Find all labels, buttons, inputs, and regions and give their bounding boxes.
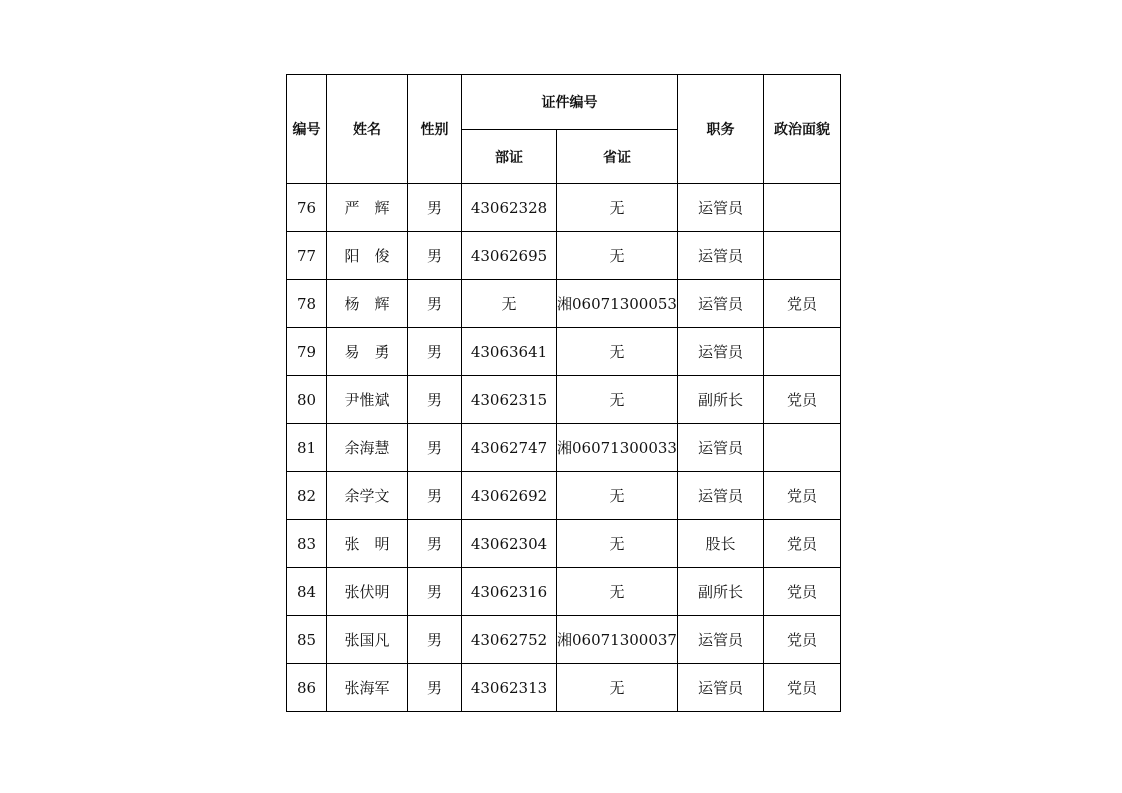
cell-position: 副所长 [677,568,763,616]
cell-cert-ministry: 无 [462,280,557,328]
header-politics: 政治面貌 [763,75,840,184]
cell-politics: 党员 [763,568,840,616]
table-row [287,328,841,376]
cell-name: 阳 俊 [327,232,408,280]
cell-position: 运管员 [677,424,763,472]
cell-id: 84 [287,568,327,616]
cell-gender: 男 [408,424,462,472]
cell-gender: 男 [408,520,462,568]
cell-politics: 党员 [763,376,840,424]
table-header [287,75,841,184]
cell-cert-ministry: 43062695 [462,232,557,280]
cell-gender: 男 [408,184,462,232]
cell-position: 运管员 [677,664,763,712]
cell-cert-province: 湘06071300053 [557,280,678,328]
cell-cert-ministry: 43062328 [462,184,557,232]
cell-position: 运管员 [677,616,763,664]
cell-cert-ministry: 43062752 [462,616,557,664]
cell-politics [763,328,840,376]
cell-politics: 党员 [763,280,840,328]
cell-cert-ministry: 43063641 [462,328,557,376]
cell-cert-province: 无 [557,376,678,424]
cell-gender: 男 [408,472,462,520]
cell-cert-ministry: 43062747 [462,424,557,472]
cell-id: 86 [287,664,327,712]
table-row [287,280,841,328]
cell-politics: 党员 [763,616,840,664]
header-row-top [287,75,841,130]
cell-cert-province: 无 [557,232,678,280]
cell-cert-ministry: 43062315 [462,376,557,424]
cell-politics [763,424,840,472]
cell-id: 77 [287,232,327,280]
cell-cert-province: 无 [557,328,678,376]
cell-cert-province: 无 [557,184,678,232]
table-body [287,184,841,712]
cell-gender: 男 [408,328,462,376]
cell-id: 83 [287,520,327,568]
cell-name: 张 明 [327,520,408,568]
cell-id: 79 [287,328,327,376]
cell-position: 运管员 [677,280,763,328]
cell-cert-ministry: 43062316 [462,568,557,616]
cell-id: 82 [287,472,327,520]
cell-cert-ministry: 43062304 [462,520,557,568]
header-gender: 性别 [408,75,462,184]
personnel-table [286,74,841,712]
cell-politics: 党员 [763,520,840,568]
cell-position: 运管员 [677,232,763,280]
table-row [287,232,841,280]
table-row [287,376,841,424]
cell-cert-province: 无 [557,664,678,712]
cell-position: 运管员 [677,472,763,520]
cell-cert-province: 湘06071300037 [557,616,678,664]
header-id: 编号 [287,75,327,184]
header-name: 姓名 [327,75,408,184]
cell-politics: 党员 [763,664,840,712]
table-row [287,616,841,664]
table-row [287,184,841,232]
cell-politics [763,184,840,232]
cell-id: 78 [287,280,327,328]
table-row [287,568,841,616]
cell-name: 张海军 [327,664,408,712]
header-cert-province: 省证 [557,130,678,184]
cell-gender: 男 [408,376,462,424]
cell-position: 运管员 [677,184,763,232]
cell-cert-province: 无 [557,568,678,616]
cell-politics: 党员 [763,472,840,520]
cell-cert-ministry: 43062692 [462,472,557,520]
cell-gender: 男 [408,568,462,616]
header-position: 职务 [677,75,763,184]
cell-gender: 男 [408,664,462,712]
cell-id: 76 [287,184,327,232]
cell-position: 股长 [677,520,763,568]
cell-id: 85 [287,616,327,664]
table-row [287,664,841,712]
table-row [287,520,841,568]
table-row [287,424,841,472]
cell-name: 易 勇 [327,328,408,376]
cell-name: 张伏明 [327,568,408,616]
cell-cert-province: 无 [557,472,678,520]
cell-id: 81 [287,424,327,472]
cell-cert-province: 无 [557,520,678,568]
cell-id: 80 [287,376,327,424]
cell-politics [763,232,840,280]
cell-name: 余海慧 [327,424,408,472]
cell-name: 严 辉 [327,184,408,232]
header-cert-ministry: 部证 [462,130,557,184]
cell-name: 杨 辉 [327,280,408,328]
cell-position: 运管员 [677,328,763,376]
cell-gender: 男 [408,616,462,664]
cell-cert-ministry: 43062313 [462,664,557,712]
header-cert-group: 证件编号 [462,75,678,130]
cell-name: 尹惟斌 [327,376,408,424]
cell-name: 张国凡 [327,616,408,664]
cell-position: 副所长 [677,376,763,424]
cell-cert-province: 湘06071300033 [557,424,678,472]
cell-gender: 男 [408,232,462,280]
cell-name: 余学文 [327,472,408,520]
cell-gender: 男 [408,280,462,328]
table-row [287,472,841,520]
